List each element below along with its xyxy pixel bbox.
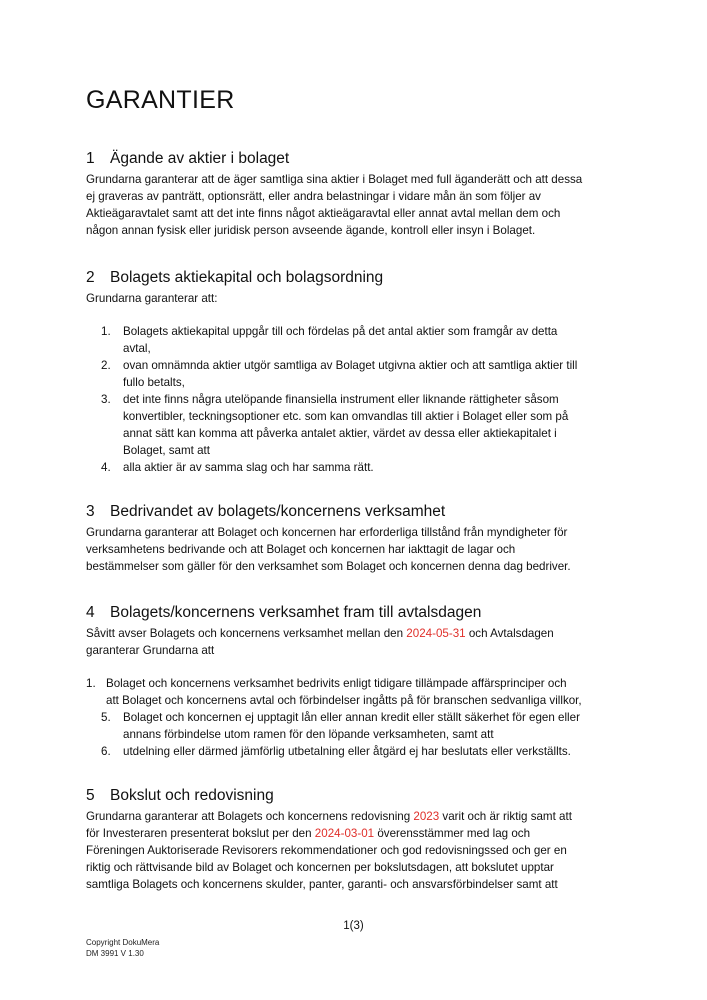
date-field: 2024-05-31 <box>406 627 466 640</box>
section-1-title: Ägande av aktier i bolaget <box>110 150 290 167</box>
text-run: Grundarna garanterar att Bolagets och koncernens redovisning <box>86 810 414 823</box>
list-item <box>86 357 626 391</box>
text-run: för Investeraren presenterat bokslut per den <box>86 827 315 840</box>
list-item-number: 1. <box>101 325 111 338</box>
list-item-line: Bolaget, samt att <box>123 444 210 457</box>
section-4-list <box>86 675 626 760</box>
text-run: Såvitt avser Bolagets och koncernens verksamhet mellan den <box>86 627 407 640</box>
list-item-line: annans förbindelse utom ramen för den löpande verksamheten, samt att <box>123 728 494 741</box>
list-item <box>86 459 626 476</box>
list-item-line: Bolaget och koncernens verksamhet bedrivits enligt tidigare tillämpade affärsprinciper och <box>106 677 567 690</box>
list-item-line: alla aktier är av samma slag och har samma rätt. <box>123 461 374 474</box>
text-run: och Avtalsdagen <box>465 627 554 640</box>
list-item-line: annat sätt kan komma att påverka antalet aktier, värdet av dessa eller aktiekapitalet i <box>123 427 557 440</box>
list-item-line: fullo betalts, <box>123 376 185 389</box>
section-4 <box>86 604 626 760</box>
section-1-number: 1 <box>86 150 95 167</box>
list-item-number: 2. <box>101 359 111 372</box>
section-1-line: någon annan fysisk eller juridisk person avseende ägande, kontroll eller insyn i Bolaget. <box>86 224 536 237</box>
section-2-list <box>86 323 626 476</box>
section-2 <box>86 269 626 476</box>
section-3 <box>86 503 626 575</box>
list-item-number: 5. <box>101 711 111 724</box>
section-5-heading <box>86 787 626 805</box>
list-item-line: utdelning eller därmed jämförlig utbetalning eller åtgärd ej har beslutats eller verkställts. <box>123 745 571 758</box>
section-4-title: Bolagets/koncernens verksamhet fram till avtalsdagen <box>110 604 482 621</box>
section-4-heading <box>86 604 626 622</box>
section-3-line: Grundarna garanterar att Bolaget och koncernen har erforderliga tillstånd från myndigheter för <box>86 526 568 539</box>
text-run: varit och är riktig samt att <box>439 810 572 823</box>
section-1-line: Grundarna garanterar att de äger samtliga sina aktier i Bolaget med full äganderätt och att dessa <box>86 173 583 186</box>
section-3-number: 3 <box>86 503 95 520</box>
list-item <box>86 391 626 459</box>
section-5-line: Föreningen Auktoriserade Revisorers rekommendationer och god redovisningssed och ger en <box>86 844 567 857</box>
page-number: 1(3) <box>343 920 364 932</box>
text-run: överensstämmer med lag och <box>374 827 531 840</box>
section-5-title: Bokslut och redovisning <box>110 787 274 804</box>
list-item-number: 3. <box>101 393 111 406</box>
list-item-line: ovan omnämnda aktier utgör samtliga av Bolaget utgivna aktier och att samtliga aktier till <box>123 359 578 372</box>
section-1-line: ej graveras av panträtt, optionsrätt, eller andra belastningar i vidare mån än som följer av <box>86 190 541 203</box>
section-5-line <box>86 825 626 842</box>
list-item <box>86 709 626 743</box>
section-3-line: bestämmelser som gäller för den verksamhet som Bolaget och koncernen denna dag bedriver. <box>86 560 571 573</box>
section-2-heading <box>86 269 626 287</box>
list-item-number: 1. <box>86 677 96 690</box>
section-4-line: garanterar Grundarna att <box>86 644 215 657</box>
list-item <box>86 743 626 760</box>
list-item-line: att Bolaget och koncernens avtal och förbindelser ingåtts på för branschen sedvanliga villkor, <box>106 694 582 707</box>
section-1-heading <box>86 150 626 168</box>
list-item <box>86 675 626 709</box>
document-id: DM 3991 V 1.30 <box>86 949 144 958</box>
section-3-title: Bedrivandet av bolagets/koncernens verksamhet <box>110 503 446 520</box>
section-4-number: 4 <box>86 604 95 621</box>
date-field: 2024-03-01 <box>314 827 375 840</box>
list-item-number: 4. <box>101 461 111 474</box>
section-3-heading <box>86 503 626 521</box>
section-5-line: riktig och rättvisande bild av Bolaget och koncernen per bokslutsdagen, att bokslutet upptar <box>86 861 554 874</box>
copyright-text: Copyright DokuMera <box>86 938 160 947</box>
section-2-intro: Grundarna garanterar att: <box>86 292 218 305</box>
list-item-line: Bolagets aktiekapital uppgår till och fördelas på det antal aktier som framgår av detta <box>123 325 558 338</box>
section-3-line: verksamhetens bedrivande och att Bolaget och koncernen har iakttagit de lagar och <box>86 543 516 556</box>
list-item <box>86 323 626 357</box>
list-item-line: konvertibler, teckningsoptioner etc. som kan omvandlas till aktier i Bolaget eller som på <box>123 410 569 423</box>
section-5 <box>86 787 626 893</box>
list-item-line: Bolaget och koncernen ej upptagit lån eller annan kredit eller ställt säkerhet för egen eller <box>123 711 580 724</box>
section-2-title: Bolagets aktiekapital och bolagsordning <box>110 269 384 286</box>
list-item-line: det inte finns några utelöpande finansiella instrument eller liknande rättigheter såsom <box>123 393 559 406</box>
section-1 <box>86 150 626 239</box>
section-4-intro <box>86 625 626 642</box>
footer-copyright <box>86 937 159 959</box>
list-item-number: 6. <box>101 745 111 758</box>
section-1-line: Aktieägaravtalet samt att det inte finns något aktieägaravtal eller annat avtal mellan dem och <box>86 207 561 220</box>
section-5-line <box>86 808 626 825</box>
list-item-line: avtal, <box>123 342 151 355</box>
year-field: 2023 <box>413 810 440 823</box>
section-5-number: 5 <box>86 787 95 804</box>
page-title: GARANTIER <box>86 86 235 114</box>
section-2-number: 2 <box>86 269 95 286</box>
section-5-line: samtliga Bolagets och koncernens skulder, panter, garanti- och ansvarsförbindelser samt att <box>86 878 558 891</box>
